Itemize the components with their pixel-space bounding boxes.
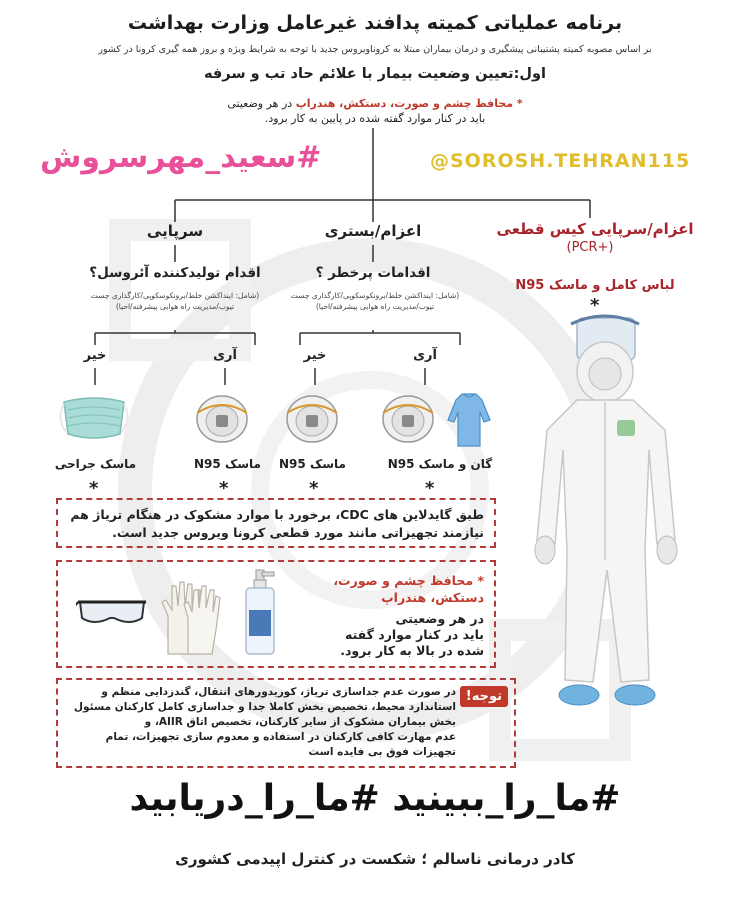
goggles-icon	[76, 592, 148, 632]
branch-definite-case: اعزام/سرپایی کیس قطعی	[496, 220, 694, 238]
item-label-n95-1: ماسک N95	[194, 457, 261, 471]
attention-line2: استاندارد محیط، تخصیص بخش کاملا جدا و جداسازی کامل کارکنان مسئول	[73, 701, 456, 713]
general-ppe-note-red: * محافظ چشم و صورت، دستکش، هندراپ	[295, 97, 523, 110]
item-star-4: *	[425, 478, 435, 499]
instagram-handle: @SOROSH.TEHRAN115	[430, 150, 691, 172]
answer-yes-outpatient: آری	[213, 348, 237, 363]
n95-mask-icon-2	[284, 393, 340, 445]
question-aerosol: اقدام تولیدکننده آئروسل؟	[89, 265, 261, 281]
item-label-surgical-mask: ماسک جراحی	[54, 457, 137, 471]
ppe-reminder-line3: شده در بالا به کار برود.	[340, 643, 484, 658]
item-star-1: *	[89, 478, 99, 499]
ppe-reminder-red: * محافظ چشم و صورت، دستکش، هندراپ	[333, 573, 484, 605]
hand-sanitizer-icon	[240, 568, 280, 658]
item-label-gown-n95: گان و ماسک N95	[387, 457, 493, 471]
question-high-risk-detail1: (شامل: اینداکشن خلط/برونکوسکوپی/کارگذاری چست	[290, 291, 460, 300]
question-aerosol-detail1: (شامل: اینداکشن خلط/برونکوسکوپی/کارگذاری چست	[90, 291, 260, 300]
attention-line1: در صورت عدم جداسازی تریاژ، کوریدورهای انتقال، گندزدایی منظم و	[101, 686, 456, 698]
attention-badge: توجه!	[460, 686, 508, 707]
item-label-n95-2: ماسک N95	[279, 457, 346, 471]
n95-mask-icon-3	[380, 393, 436, 445]
question-aerosol-detail2: تیوب/مدیریت راه هوایی پیشرفته/احیا)	[115, 302, 235, 311]
campaign-hashtags: #ما_را_ببینید #ما_را_دریابید	[129, 778, 621, 819]
surgical-mask-icon	[58, 392, 130, 444]
attention-line3: بخش بیماران مشکوک از سایر کارکنان، تخصیص اتاق AIIR، و	[144, 716, 456, 728]
gloves-icon	[158, 576, 222, 656]
footer-caption: کادر درمانی ناسالم ؛ شکست در کنترل اپیدمی کشوری	[175, 850, 575, 868]
item-star-2: *	[219, 478, 229, 499]
page-subtitle: بر اساس مصوبه کمیته پشتیبانی پیشگیری و درمان بیماران مبتلا به کروناویروس جدید با توجه به شرایط ویژه و بروز همه گیری کرونا در کشور	[98, 44, 652, 55]
general-ppe-note-rest1: در هر وضعیتی	[227, 97, 296, 110]
cdc-guideline-line1: طبق گایدلاین های CDC، برخورد با موارد مشکوک در هنگام تریاژ هم	[70, 507, 484, 522]
gown-icon	[446, 390, 492, 448]
attention-box	[56, 678, 516, 768]
question-high-risk-detail2: تیوب/مدیریت راه هوایی پیشرفته/احیا)	[315, 302, 435, 311]
branch-inpatient: اعزام/بستری	[324, 222, 422, 240]
answer-no-inpatient: خیر	[303, 348, 327, 363]
answer-yes-inpatient: آری	[413, 348, 437, 363]
cdc-guideline-line2: نیازمند تجهیزاتی مانند مورد قطعی کرونا ویروس جدید است.	[112, 525, 484, 540]
ppe-reminder-line1: در هر وضعیتی	[395, 611, 484, 626]
step-one-heading: اول:تعیین وضعیت بیمار با علائم حاد تب و سرفه	[204, 66, 546, 82]
item-star-3: *	[309, 478, 319, 499]
protective-suit-icon	[525, 310, 685, 730]
ppe-reminder-line2: باید در کنار موارد گفته	[344, 627, 484, 642]
attention-line5: تجهیزات فوق بی فایده است	[308, 746, 456, 758]
definite-ppe-star: *	[590, 295, 600, 316]
definite-ppe-label: لباس کامل و ماسک N95	[515, 278, 675, 293]
branch-outpatient: سرپایی	[146, 222, 204, 240]
cdc-guideline-box	[56, 498, 496, 548]
n95-mask-icon-1	[194, 393, 250, 445]
attention-line4: عدم مهارت کافی کارکنان در استفاده و معدوم سازی تجهیزات، تمام	[105, 731, 456, 743]
branch-definite-pcr: (+PCR)	[566, 240, 614, 255]
ppe-reminder-box	[56, 560, 496, 668]
general-ppe-note-rest2: باید در کنار موارد گفته شده در پایین به کار برود.	[264, 112, 486, 125]
page-title: برنامه عملیاتی کمیته پدافند غیرعامل وزارت بهداشت	[127, 12, 623, 34]
question-high-risk: اقدامات پرخطر ؟	[315, 265, 431, 281]
author-hashtag: #سعید_مهرسروش	[40, 140, 322, 175]
answer-no-outpatient: خیر	[83, 348, 107, 363]
